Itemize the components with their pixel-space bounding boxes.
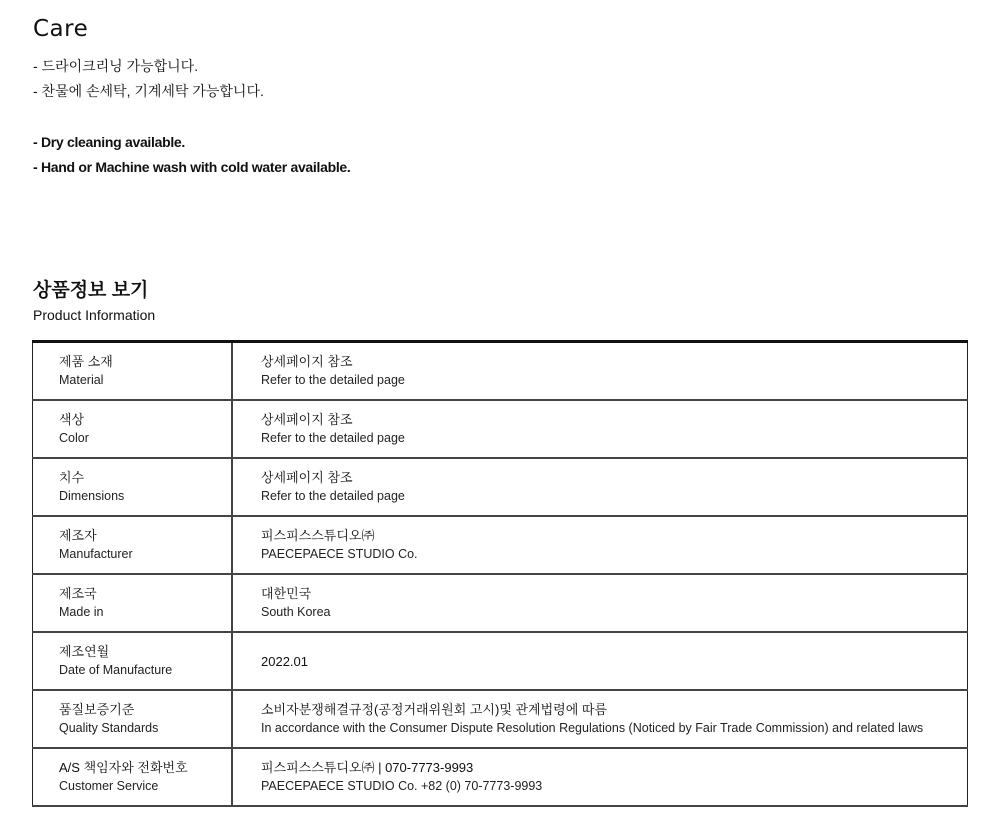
value-line-1: 피스피스스튜디오㈜ | 070-7773-9993	[261, 760, 474, 775]
label-ko: 치수	[59, 470, 85, 485]
value-line-2: PAECEPAECE STUDIO Co.	[261, 547, 418, 561]
row-value	[232, 400, 968, 458]
row-value	[232, 748, 968, 806]
value-line-1: 2022.01	[261, 653, 308, 669]
care-line-en: - Dry cleaning available.	[33, 134, 186, 150]
row-value	[232, 690, 968, 748]
label-en: Material	[59, 373, 104, 387]
row-value	[232, 342, 968, 401]
row-label	[33, 342, 233, 401]
table-row-manufacturer	[33, 516, 968, 574]
table-row-made-in	[33, 574, 968, 632]
label-en: Date of Manufacture	[59, 663, 173, 677]
value-line-1: 상세페이지 참조	[261, 354, 353, 369]
row-label	[33, 516, 233, 574]
table-row-customer-service	[33, 748, 968, 806]
product-info-title-ko: 상품정보 보기	[33, 280, 149, 301]
label-ko: 제조국	[59, 586, 97, 601]
care-section	[33, 16, 633, 180]
product-info-title-en: Product Information	[33, 307, 156, 323]
value-line-2: In accordance with the Consumer Dispute Resolution Regulations (Noticed by Fair Trade Commission) and related laws	[261, 721, 924, 735]
label-ko: 색상	[59, 412, 85, 427]
label-ko: 제품 소재	[59, 354, 113, 369]
row-value	[232, 458, 968, 516]
label-ko: 제조연월	[59, 644, 110, 659]
table-row-color	[33, 400, 968, 458]
label-ko: 제조자	[59, 528, 97, 543]
care-line-en: - Hand or Machine wash with cold water available.	[33, 159, 351, 175]
care-line-ko: - 찬물에 손세탁, 기계세탁 가능합니다.	[33, 83, 264, 99]
table-row-material	[33, 342, 968, 401]
value-line-1: 상세페이지 참조	[261, 412, 353, 427]
care-line-ko: - 드라이크리닝 가능합니다.	[33, 58, 199, 74]
row-label	[33, 400, 233, 458]
row-label	[33, 632, 233, 690]
label-en: Manufacturer	[59, 547, 133, 561]
value-line-1: 피스피스스튜디오㈜	[261, 528, 375, 543]
product-info-table	[32, 340, 968, 807]
label-en: Dimensions	[59, 489, 125, 503]
row-value	[232, 516, 968, 574]
label-en: Color	[59, 431, 89, 445]
label-en: Quality Standards	[59, 721, 159, 735]
row-label	[33, 690, 233, 748]
care-english-instructions	[33, 130, 633, 180]
value-line-2: Refer to the detailed page	[261, 373, 405, 387]
row-label	[33, 748, 233, 806]
value-line-2: South Korea	[261, 605, 331, 619]
label-en: Customer Service	[59, 779, 159, 793]
value-line-2: PAECEPAECE STUDIO Co. +82 (0) 70-7773-9993	[261, 779, 543, 793]
care-title: Care	[33, 16, 89, 42]
label-en: Made in	[59, 605, 104, 619]
row-label	[33, 574, 233, 632]
value-line-2: Refer to the detailed page	[261, 489, 405, 503]
table-row-quality-standards	[33, 690, 968, 748]
care-korean-instructions	[33, 54, 633, 104]
table-row-date-of-manufacture	[33, 632, 968, 690]
product-info-header	[33, 278, 155, 323]
row-value	[232, 632, 968, 690]
table-row-dimensions	[33, 458, 968, 516]
label-ko: A/S 책임자와 전화번호	[59, 760, 188, 775]
value-line-1: 소비자분쟁해결규정(공정거래위원회 고시)및 관계법령에 따름	[261, 702, 608, 717]
value-line-2: Refer to the detailed page	[261, 431, 405, 445]
row-label	[33, 458, 233, 516]
row-value	[232, 574, 968, 632]
value-line-1: 대한민국	[261, 586, 312, 601]
label-ko: 품질보증기준	[59, 702, 135, 717]
value-line-1: 상세페이지 참조	[261, 470, 353, 485]
